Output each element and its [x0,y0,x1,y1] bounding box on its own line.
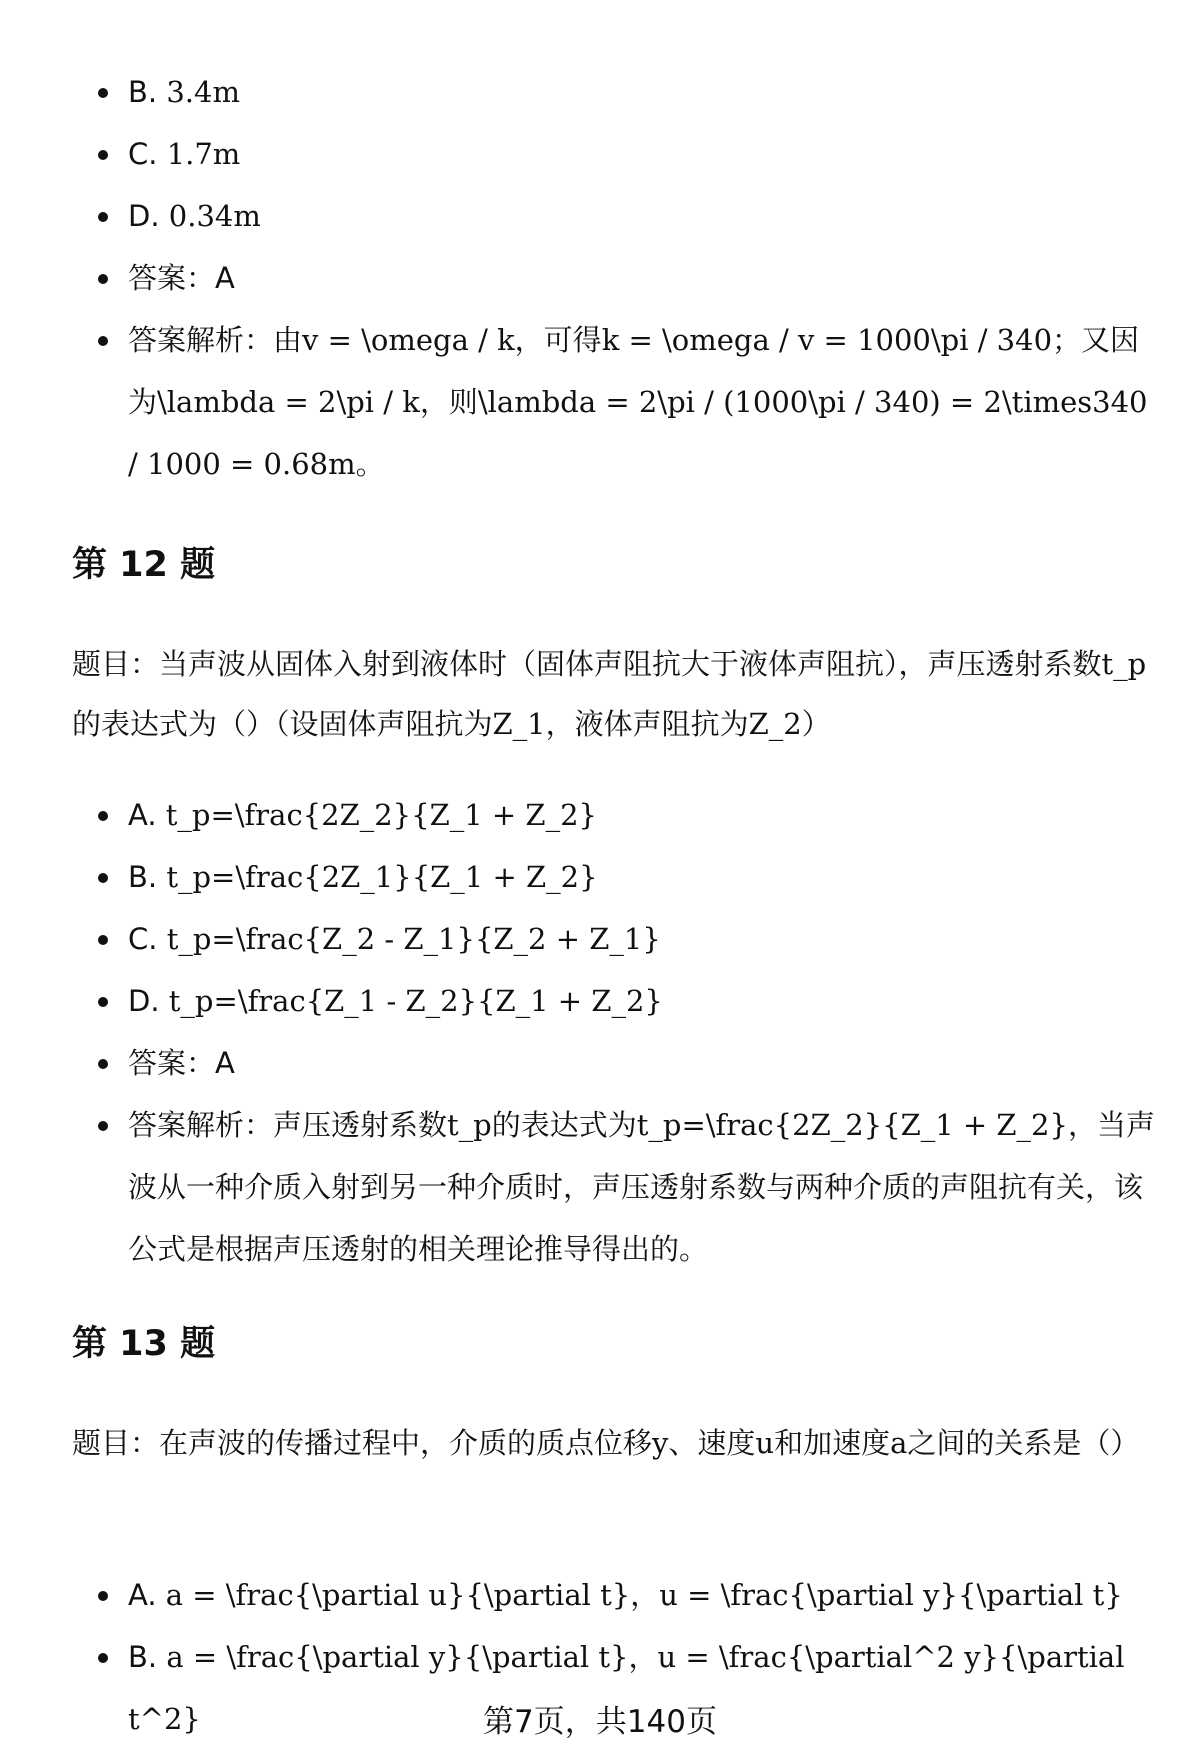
analysis-math: t_p=\frac{2Z_2}{Z_1 + Z_2} [636,1108,1068,1142]
option-math: a = \frac{\partial y}{\partial t}，u = \frac{\partial^2 y}{\partial t^2} [128,1640,1134,1736]
analysis-text: ；又因为 [128,323,1140,419]
q12-option-d [0,970,1200,1032]
q12-option-b [0,846,1200,908]
q11-analysis [0,309,1200,495]
option-math: t_p=\frac{2Z_1}{Z_1 + Z_2} [166,860,598,894]
option-prefix: A. [128,1578,166,1612]
q11-options-list [0,61,1200,495]
analysis-label: 答案解析：声压透射系数 [128,1108,448,1142]
option-prefix: B. [128,75,167,109]
analysis-math: k = \omega / v = 1000\pi / 340 [601,323,1053,357]
bullet-icon [98,811,108,821]
stem-text: 、速度 [668,1426,756,1460]
option-math: 3.4m [166,75,240,109]
option-prefix: C. [128,137,167,171]
stem-text: 和加速度 [774,1426,891,1460]
analysis-text: 。 [355,447,385,481]
q11-answer [0,247,1200,309]
bullet-icon [98,873,108,883]
q11-option-c [0,123,1200,185]
bullet-icon [98,997,108,1007]
q12-option-c [0,908,1200,970]
bullet-icon [98,150,108,160]
bullet-icon [98,935,108,945]
bullet-icon [98,1059,108,1069]
option-prefix: B. [128,860,167,894]
answer-text: 答案：A [128,1046,235,1080]
analysis-math: \lambda = 2\pi / k [157,385,420,419]
stem-math: t_p [1101,647,1147,681]
bullet-icon [98,88,108,98]
option-prefix: D. [128,984,169,1018]
bullet-icon [98,336,108,346]
stem-math: u [755,1426,775,1460]
bullet-icon [98,1653,108,1663]
page-number-footer: 第7页，共140页 [483,1704,717,1740]
stem-text: ，液体声阻抗为 [545,707,749,741]
q13-stem [72,1413,1158,1473]
q12-answer [0,1032,1200,1094]
q11-option-d [0,185,1200,247]
option-prefix: D. [128,199,169,233]
stem-text: 之间的关系是（） [907,1426,1140,1460]
option-math: t_p=\frac{Z_2 - Z_1}{Z_2 + Z_1} [166,922,661,956]
stem-text: 题目：当声波从固体入射到液体时（固体声阻抗大于液体声阻抗），声压透射系数 [72,647,1102,681]
q11-option-b [0,61,1200,123]
stem-text: 题目：在声波的传播过程中，介质的质点位移 [72,1426,653,1460]
stem-math: Z_2 [748,707,802,741]
analysis-text: ，可得 [514,323,602,357]
bullet-icon [98,1121,108,1131]
option-math: t_p=\frac{Z_1 - Z_2}{Z_1 + Z_2} [168,984,663,1018]
stem-text: ） [801,707,831,741]
option-prefix: C. [128,922,167,956]
bullet-icon [98,274,108,284]
q12-stem [72,634,1158,754]
analysis-text: 的表达式为 [491,1108,637,1142]
q12-analysis [0,1094,1200,1280]
analysis-text: ，则 [419,385,478,419]
q13-heading: 第 13 题 [72,1324,216,1364]
option-math: 0.34m [168,199,261,233]
stem-math: y [652,1426,669,1460]
stem-math: Z_1 [492,707,546,741]
option-math: 1.7m [166,137,241,171]
q12-option-a [0,784,1200,846]
analysis-math: v = \omega / k [302,323,515,357]
answer-text: 答案：A [128,261,235,295]
analysis-math: t_p [447,1108,492,1142]
q12-heading: 第 12 题 [72,545,216,585]
q12-options-list [0,784,1200,1280]
bullet-icon [98,1591,108,1601]
stem-math: a [890,1426,908,1460]
option-math: t_p=\frac{2Z_2}{Z_1 + Z_2} [165,798,597,832]
analysis-math: \lambda = 2\pi / (1000\pi / 340) = 2\times340 / 1000 = 0.68m [128,385,1157,481]
analysis-text: ，当声波从一种介质入射到另一种介质时，声压透射系数与两种介质的声阻抗有关，该公式是根据声压透射的相关理论推导得出的。 [128,1108,1155,1266]
q13-option-a [0,1564,1200,1626]
option-math: a = \frac{\partial u}{\partial t}，u = \frac{\partial y}{\partial t} [165,1578,1123,1612]
analysis-label: 答案解析：由 [128,323,303,357]
stem-text: 的表达式为（）（设固体声阻抗为 [72,707,493,741]
option-prefix: B. [128,1640,167,1674]
option-prefix: A. [128,798,166,832]
bullet-icon [98,212,108,222]
